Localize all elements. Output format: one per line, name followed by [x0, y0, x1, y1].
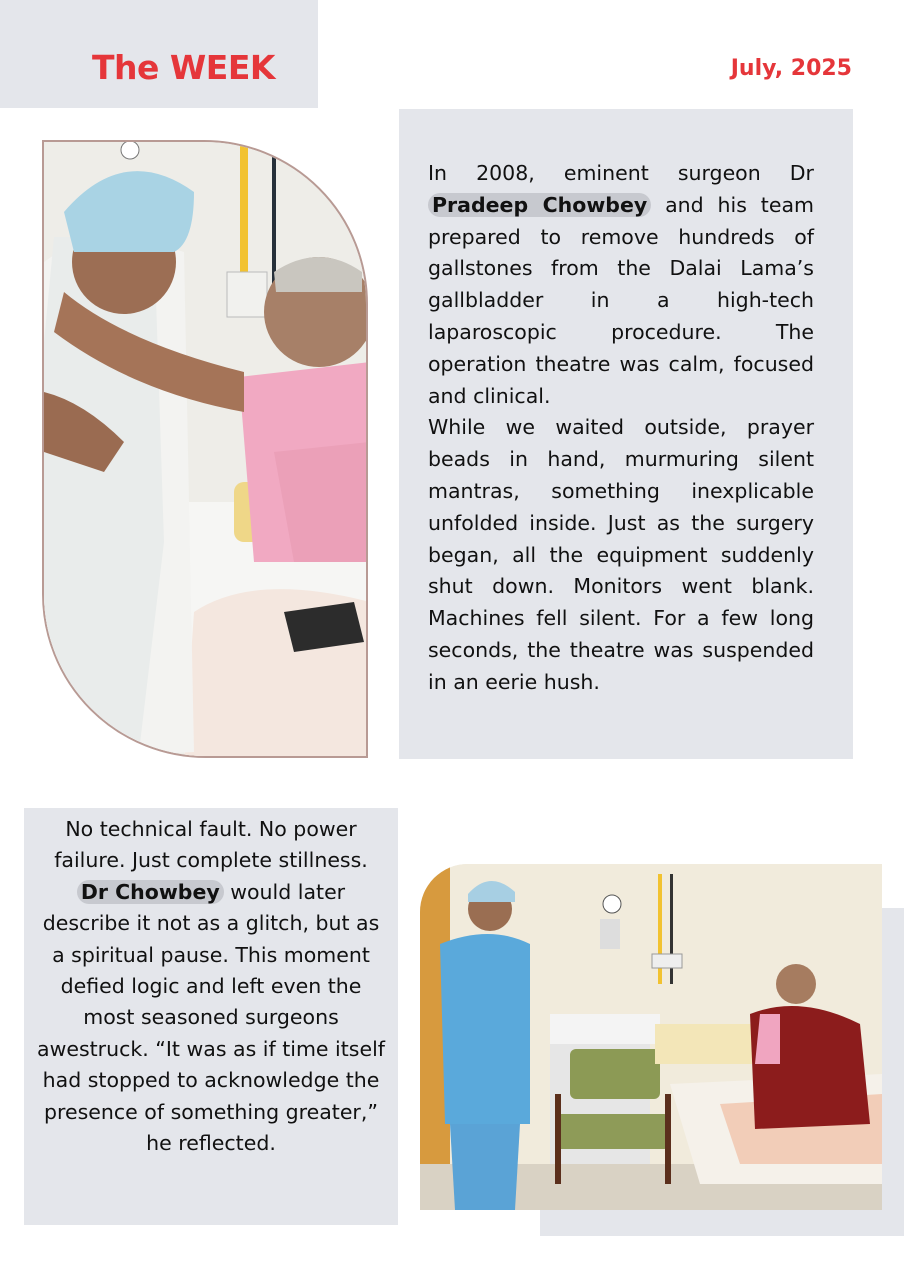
issue-date: July, 2025 [730, 56, 852, 81]
photo-hospital-room [420, 864, 882, 1210]
photo-hospital-room-illustration [420, 864, 882, 1210]
photo-khata-greeting [42, 140, 368, 758]
highlight-surgeon-name: Dr Chowbey [77, 880, 224, 904]
paragraph-shutdown: While we waited outside, prayer beads in hand, murmuring silent mantras, something inexplicable unfolded inside. Just as the surgery began, all the equipment suddenly shut down. Monitors went blank. Machines fell silent. For a few long seconds, the theatre was suspended in an eerie hush. [428, 415, 814, 694]
paragraph-stillness: No technical fault. No power failure. Just complete stillness. [54, 817, 368, 873]
article-body-top [428, 158, 814, 699]
highlight-surgeon-name: Pradeep Chowbey [428, 193, 651, 217]
paragraph-text: and his team prepared to remove hundreds of gallstones from the Dalai Lama’s gallbladder in a high-tech laparoscopic procedure. The operation theatre was calm, focused and clinical. [428, 192, 814, 408]
paragraph-spiritual-pause [34, 877, 388, 1160]
paragraph-text: In 2008, eminent surgeon Dr [428, 161, 814, 185]
paragraph-text: would later describe it not as a glitch, but as a spiritual pause. This moment defied logic and left even the most seasoned surgeons awestruck. “It was as if time itself had stopped to acknowledge the presence of something greater,” he reflected. [37, 879, 385, 1156]
magazine-masthead: The WEEK [92, 48, 275, 87]
photo-khata-greeting-illustration [44, 142, 368, 758]
article-body-bottom [34, 814, 388, 1159]
paragraph-operation [428, 158, 814, 412]
